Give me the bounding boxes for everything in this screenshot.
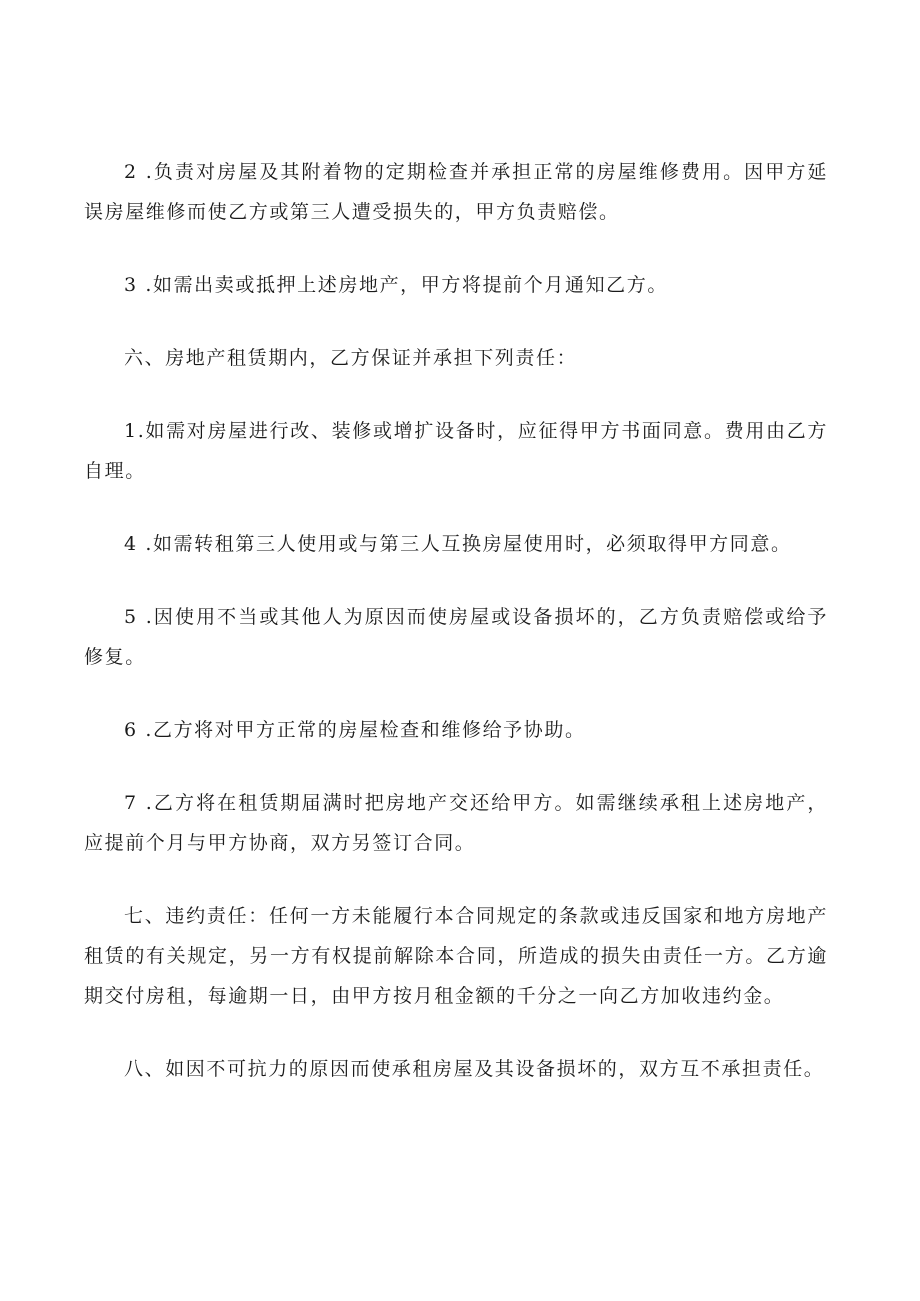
paragraph-clause-3: 3 .如需出卖或抵押上述房地产，甲方将提前个月通知乙方。 xyxy=(124,274,668,296)
paragraph-clause-6: 6 .乙方将对甲方正常的房屋检查和维修给予协助。 xyxy=(124,719,586,741)
paragraph-clause-2: 2 .负责对房屋及其附着物的定期检查并承担正常的房屋维修费用。因甲方延误房屋维修而使乙方或第三人遭受损失的，甲方负责赔偿。 xyxy=(84,161,828,223)
paragraph-clause-1: 1.如需对房屋进行改、装修或增扩设备时，应征得甲方书面同意。费用由乙方自理。 xyxy=(84,420,828,482)
document-body xyxy=(84,152,828,1122)
paragraph-section-8-force-majeure: 八、如因不可抗力的原因而使承租房屋及其设备损坏的，双方互不承担责任。 xyxy=(124,1058,825,1080)
paragraph-clause-4: 4 .如需转租第三人使用或与第三人互换房屋使用时，必须取得甲方同意。 xyxy=(124,533,792,555)
paragraph-clause-7: 7 .乙方将在租赁期届满时把房地产交还给甲方。如需继续承租上述房地产，应提前个月与甲方协商，双方另签订合同。 xyxy=(84,792,828,854)
paragraph-clause-5: 5 .因使用不当或其他人为原因而使房屋或设备损坏的，乙方负责赔偿或给予修复。 xyxy=(84,606,828,668)
paragraph-section-7-breach: 七、违约责任：任何一方未能履行本合同规定的条款或违反国家和地方房地产租赁的有关规定，另一方有权提前解除本合同，所造成的损失由责任一方。乙方逾期交付房租，每逾期一日，由甲方按月租金额的千分之一向乙方加收违约金。 xyxy=(84,905,828,1007)
paragraph-section-6-heading: 六、房地产租赁期内，乙方保证并承担下列责任： xyxy=(124,347,578,369)
